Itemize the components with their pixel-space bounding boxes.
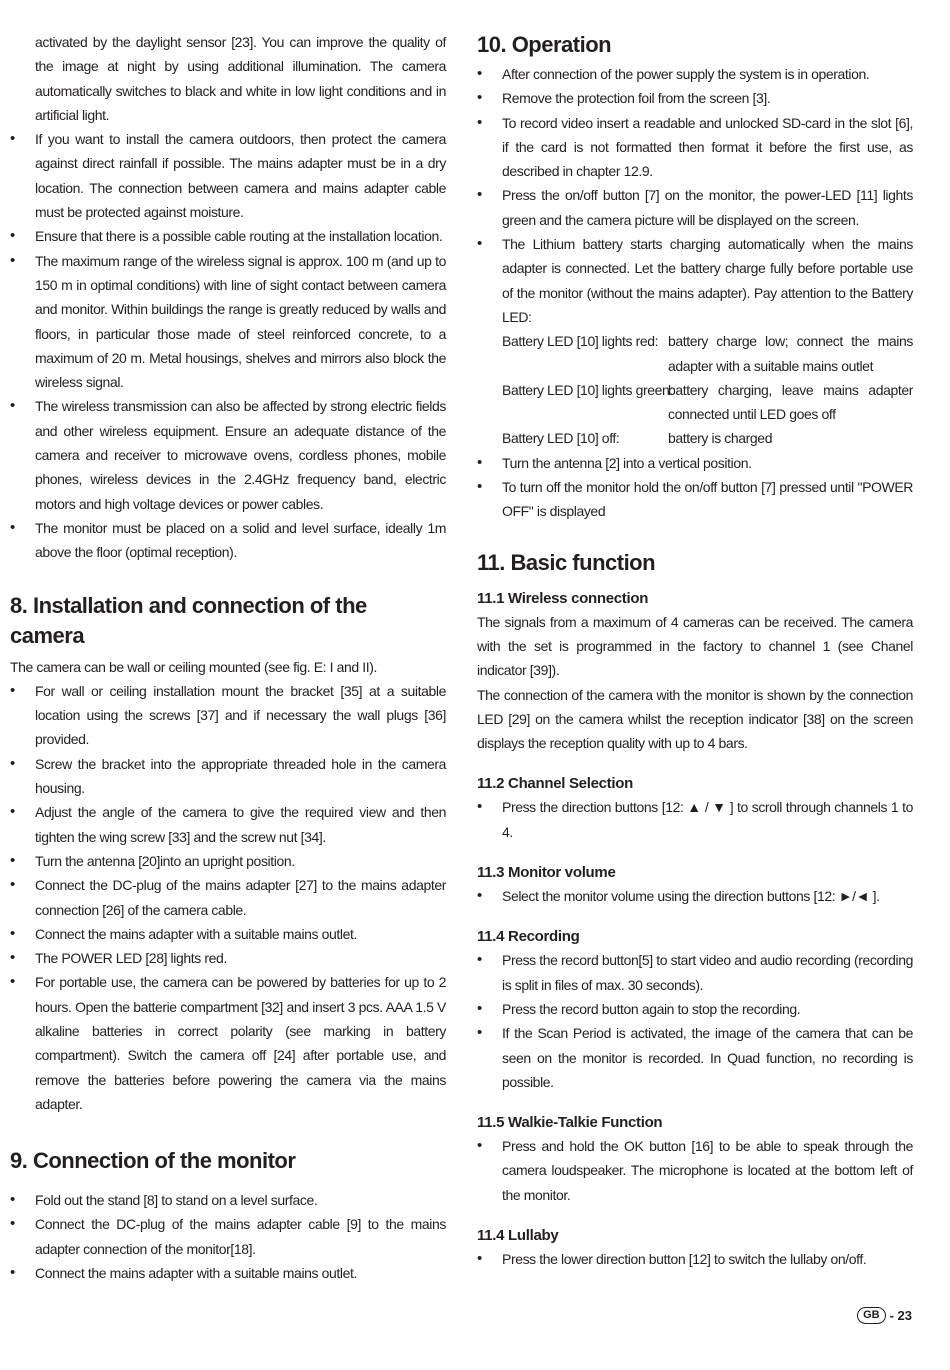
section-11-heading: 11. Basic function xyxy=(477,549,656,575)
section-10-list-b xyxy=(477,451,913,524)
section-8-list xyxy=(10,679,446,1116)
list-item: • Turn the antenna [20]into an upright position. xyxy=(10,849,446,873)
list-item: • If the Scan Period is activated, the image of the camera that can be seen on the monitor is recorded. In Quad function, no recording is possible. xyxy=(477,1021,913,1094)
battery-led-row xyxy=(502,378,913,427)
list-item: • The POWER LED [28] lights red. xyxy=(10,946,446,970)
page-number: - 23 xyxy=(889,1308,912,1323)
subsection-lullaby-heading: 11.4 Lullaby xyxy=(477,1226,559,1244)
list-item: • Connect the mains adapter with a suitable mains outlet. xyxy=(10,1261,446,1285)
list-item: • Adjust the angle of the camera to give the required view and then tighten the wing screw [33] and the screw nut [34]. xyxy=(10,800,446,849)
section-8-intro: The camera can be wall or ceiling mounted (see fig. E: I and II). xyxy=(10,658,377,675)
list-item: • For wall or ceiling installation mount the bracket [35] at a suitable location using the screws [37] and if necessary the wall plugs [36] provided. xyxy=(10,679,446,752)
subsection-11-3-list xyxy=(477,884,913,908)
right-column xyxy=(477,30,913,1271)
list-item: • Connect the DC-plug of the mains adapter [27] to the mains adapter connection [26] of the camera cable. xyxy=(10,873,446,922)
left-column xyxy=(10,30,446,1285)
subsection-11-4-heading: 11.4 Recording xyxy=(477,928,580,946)
battery-led-label: Battery LED [10] lights red: xyxy=(502,333,659,350)
list-item: • The maximum range of the wireless signal is approx. 100 m (and up to 150 m in optimal conditions) with line of sight contact between camera and monitor. Within buildings the range is greatly reduced by walls and floors, in particular those made of steel reinforced concrete, to a maximum of 20 m. Metal housings, shelves and mirrors also block the wireless signal. xyxy=(10,249,446,395)
battery-led-label: Battery LED [10] off: xyxy=(502,430,620,447)
list-item: • The monitor must be placed on a solid and level surface, ideally 1m above the floor (optimal reception). xyxy=(10,516,446,565)
section-9-list xyxy=(10,1188,446,1285)
section-8-heading: 8. Installation and connection of the camera xyxy=(10,592,367,648)
battery-led-description: battery charge low; connect the mains adapter with a suitable mains outlet xyxy=(668,333,913,374)
list-item: • Fold out the stand [8] to stand on a level surface. xyxy=(10,1188,446,1212)
list-item: • Press the record button[5] to start video and audio recording (recording is split in files of max. 30 seconds). xyxy=(477,948,913,997)
list-item: • To turn off the monitor hold the on/off button [7] pressed until "POWER OFF" is displayed xyxy=(477,475,913,524)
subsection-11-2-heading: 11.2 Channel Selection xyxy=(477,775,633,793)
subsection-11-3-heading: 11.3 Monitor volume xyxy=(477,864,616,882)
subsection-11-1-paragraph: The connection of the camera with the monitor is shown by the connection LED [29] on the camera whilst the reception indicator [38] on the screen displays the reception quality with up to 4 bars. xyxy=(477,686,913,752)
battery-led-description: battery charging, leave mains adapter connected until LED goes off xyxy=(668,381,913,423)
list-item: • Screw the bracket into the appropriate threaded hole in the camera housing. xyxy=(10,752,446,801)
section-9-heading: 9. Connection of the monitor xyxy=(10,1148,296,1174)
list-item: • Press the record button again to stop the recording. xyxy=(477,997,913,1021)
battery-led-table xyxy=(502,329,913,450)
list-item: • After connection of the power supply the system is in operation. xyxy=(477,62,913,86)
country-badge: GB xyxy=(857,1307,886,1324)
list-item: • Connect the DC-plug of the mains adapter cable [9] to the mains adapter connection of the monitor[18]. xyxy=(10,1212,446,1261)
subsection-11-1-paragraph: The signals from a maximum of 4 cameras can be received. The camera with the set is programmed in the factory to channel 1 (see Chanel indicator [39]). xyxy=(477,613,913,679)
battery-led-row xyxy=(502,329,913,378)
list-item: • Select the monitor volume using the direction buttons [12: ►/◄ ]. xyxy=(477,884,913,908)
list-item: • For portable use, the camera can be powered by batteries for up to 2 hours. Open the batterie compartment [32] and insert 3 pcs. AAA 1.5 V alkaline batteries in correct polarity (see marking in battery compartment). Switch the camera off [24] after portable use, and remove the batteries before powering the camera via the mains adapter. xyxy=(10,970,446,1116)
list-item: • Remove the protection foil from the screen [3]. xyxy=(477,86,913,110)
section-10-heading: 10. Operation xyxy=(477,32,612,57)
list-item: • Press the lower direction button [12] to switch the lullaby on/off. xyxy=(477,1247,913,1271)
subsection-11-1-heading: 11.1 Wireless connection xyxy=(477,589,649,607)
list-item: • If you want to install the camera outdoors, then protect the camera against direct rainfall if possible. The mains adapter must be in a dry location. The connection between camera and mains adapter cable must be protected against moisture. xyxy=(10,127,446,224)
section-10-list-a xyxy=(477,62,913,329)
subsection-lullaby-list xyxy=(477,1247,913,1271)
subsection-11-2-list xyxy=(477,795,913,844)
subsection-11-5-list xyxy=(477,1134,913,1207)
list-item: • To record video insert a readable and unlocked SD-card in the slot [6], if the card is not formatted then format it before the first use, as described in chapter 12.9. xyxy=(477,111,913,184)
list-item: • Ensure that there is a possible cable routing at the installation location. xyxy=(10,224,446,248)
list-item: • Turn the antenna [2] into a vertical position. xyxy=(477,451,913,475)
list-item: • Connect the mains adapter with a suitable mains outlet. xyxy=(10,922,446,946)
battery-led-label: Battery LED [10] lights green: xyxy=(502,381,673,398)
intro-paragraph: activated by the daylight sensor [23]. You can improve the quality of the image at night by using additional illumination. The camera automatically switches to black and white in low light conditions and in artificial light. xyxy=(35,34,446,123)
subsection-11-4-list xyxy=(477,948,913,1094)
list-item: • The wireless transmission can also be affected by strong electric fields and other wireless equipment. Ensure an adequate distance of the camera and receiver to microwave ovens, cordless phones, mobile phones, wireless devices in the 2.4GHz frequency band, electric motors and high voltage devices or power cables. xyxy=(10,394,446,515)
battery-led-row xyxy=(502,426,913,450)
list-item: • Press and hold the OK button [16] to be able to speak through the camera loudspeaker. The microphone is located at the bottom left of the monitor. xyxy=(477,1134,913,1207)
page-footer xyxy=(857,1307,912,1324)
subsection-11-5-heading: 11.5 Walkie-Talkie Function xyxy=(477,1114,663,1132)
battery-led-description: battery is charged xyxy=(668,430,773,447)
bullet-list-top xyxy=(10,127,446,564)
list-item: • Press the on/off button [7] on the monitor, the power-LED [11] lights green and the camera picture will be displayed on the screen. xyxy=(477,183,913,232)
list-item: • The Lithium battery starts charging automatically when the mains adapter is connected. Let the battery charge fully before portable use of the monitor (without the mains adapter). Pay attention to the Battery LED: xyxy=(477,232,913,329)
list-item: • Press the direction buttons [12: ▲ / ▼ ] to scroll through channels 1 to 4. xyxy=(477,795,913,844)
